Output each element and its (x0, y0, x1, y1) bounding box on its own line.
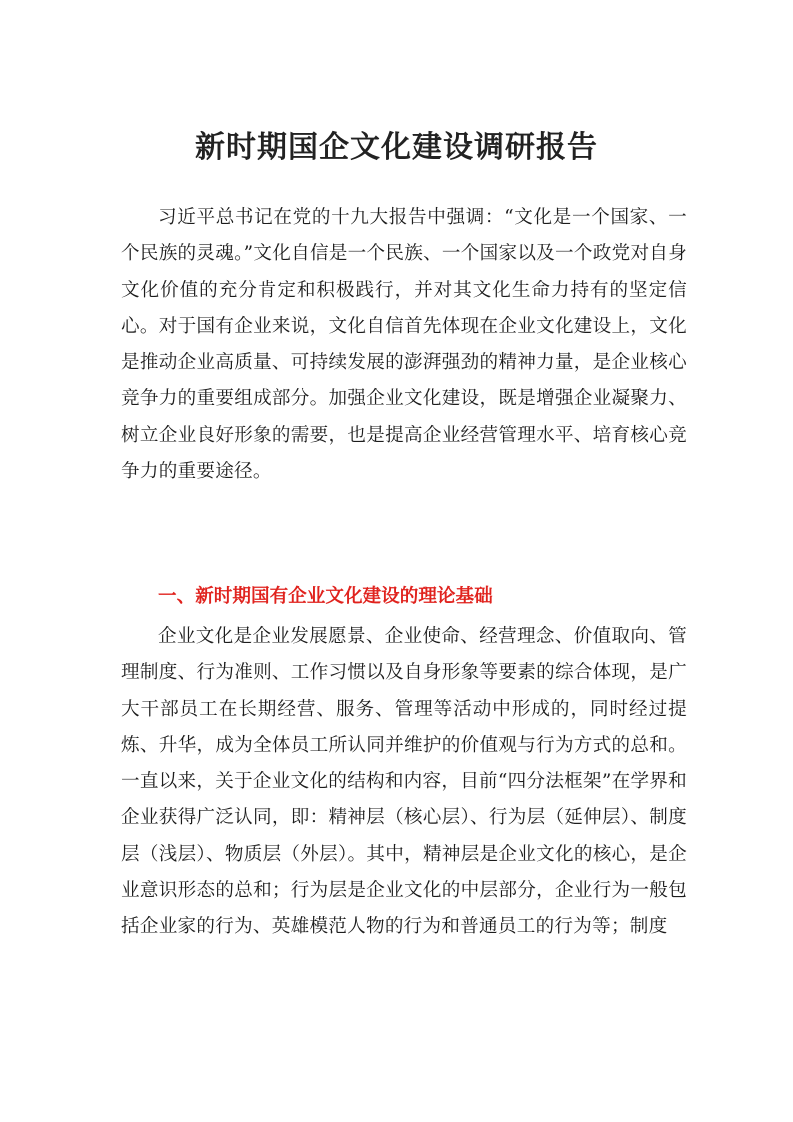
section-1-paragraph: 企业文化是企业发展愿景、企业使命、经营理念、价值取向、管理制度、行为准则、工作习惯以及自身形象等要素的综合体现，是广大干部员工在长期经营、服务、管理等活动中形成的，同时经过提炼、升华，成为全体员工所认同并维护的价值观与行为方式的总和。一直以来，关于企业文化的结构和内容，目前“四分法框架”在学界和企业获得广泛认同，即：精神层（核心层）、行为层（延伸层）、制度层（浅层）、物质层（外层）。其中，精神层是企业文化的核心，是企业意识形态的总和；行为层是企业文化的中层部分，企业行为一般包括企业家的行为、英雄模范人物的行为和普通员工的行为等；制度 (121, 626, 687, 938)
intro-paragraph: 习近平总书记在党的十九大报告中强调：“文化是一个国家、一个民族的灵魂。”文化自信是一个民族、一个国家以及一个政党对自身文化价值的充分肯定和积极践行，并对其文化生命力持有的坚定信心。对于国有企业来说，文化自信首先体现在企业文化建设上，文化是推动企业高质量、可持续发展的澎湃强劲的精神力量，是企业核心竞争力的重要组成部分。加强企业文化建设，既是增强企业凝聚力、树立企业良好形象的需要，也是提高企业经营管理水平、培育核心竞争力的重要途径。 (121, 207, 687, 483)
document-title: 新时期国企文化建设调研报告 (195, 130, 598, 165)
section-heading: 一、新时期国有企业文化建设的理论基础 (158, 586, 493, 607)
